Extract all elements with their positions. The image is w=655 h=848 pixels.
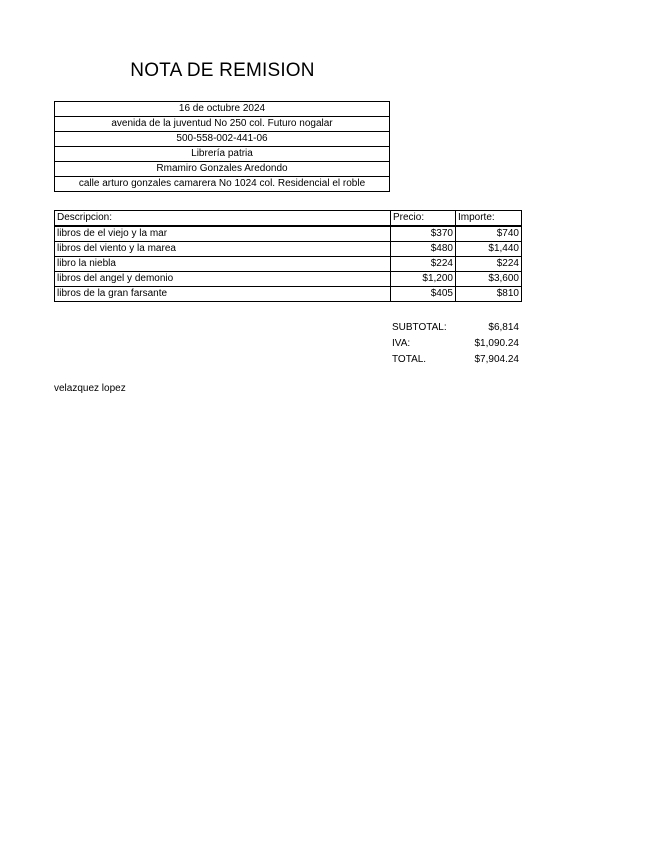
table-row [55,257,522,272]
subtotal-row [390,320,521,336]
header-cell: calle arturo gonzales camarera No 1024 col. Residencial el roble [55,177,390,192]
item-price: $224 [391,257,456,272]
item-description: libros de el viejo y la mar [55,226,391,242]
table-row [55,242,522,257]
item-amount: $224 [456,257,522,272]
item-price: $480 [391,242,456,257]
header-row-phone [55,132,390,147]
item-description: libros de la gran farsante [55,287,391,302]
items-table [54,210,522,302]
item-description: libros del viento y la marea [55,242,391,257]
total-value: $7,904.24 [474,354,519,365]
item-amount: $1,440 [456,242,522,257]
iva-label: IVA: [392,338,411,349]
column-header-description: Descripcion: [55,211,391,227]
table-row [55,287,522,302]
header-row-client-address [55,177,390,192]
header-row-store [55,147,390,162]
header-cell: 16 de octubre 2024 [55,102,390,117]
header-row-date [55,102,390,117]
subtotal-label: SUBTOTAL: [392,322,447,333]
header-row-address [55,117,390,132]
item-description: libros del angel y demonio [55,272,391,287]
iva-value: $1,090.24 [474,338,519,349]
document-title: NOTA DE REMISION [130,60,315,81]
signature-name: velazquez lopez [54,383,126,394]
column-header-amount: Importe: [456,211,522,227]
header-cell: Rmamiro Gonzales Aredondo [55,162,390,177]
item-amount: $3,600 [456,272,522,287]
items-header-row [55,211,522,227]
header-cell: Librería patria [55,147,390,162]
header-info-table [54,101,390,192]
iva-row [390,336,521,352]
item-description: libro la niebla [55,257,391,272]
total-row [390,352,521,368]
header-row-client [55,162,390,177]
item-price: $405 [391,287,456,302]
item-price: $1,200 [391,272,456,287]
totals-block [390,320,521,368]
column-header-price: Precio: [391,211,456,227]
item-amount: $740 [456,226,522,242]
total-label: TOTAL. [392,354,427,365]
subtotal-value: $6,814 [488,322,519,333]
table-row [55,272,522,287]
item-amount: $810 [456,287,522,302]
item-price: $370 [391,226,456,242]
header-cell: 500-558-002-441-06 [55,132,390,147]
table-row [55,226,522,242]
header-cell: avenida de la juventud No 250 col. Futuro nogalar [55,117,390,132]
